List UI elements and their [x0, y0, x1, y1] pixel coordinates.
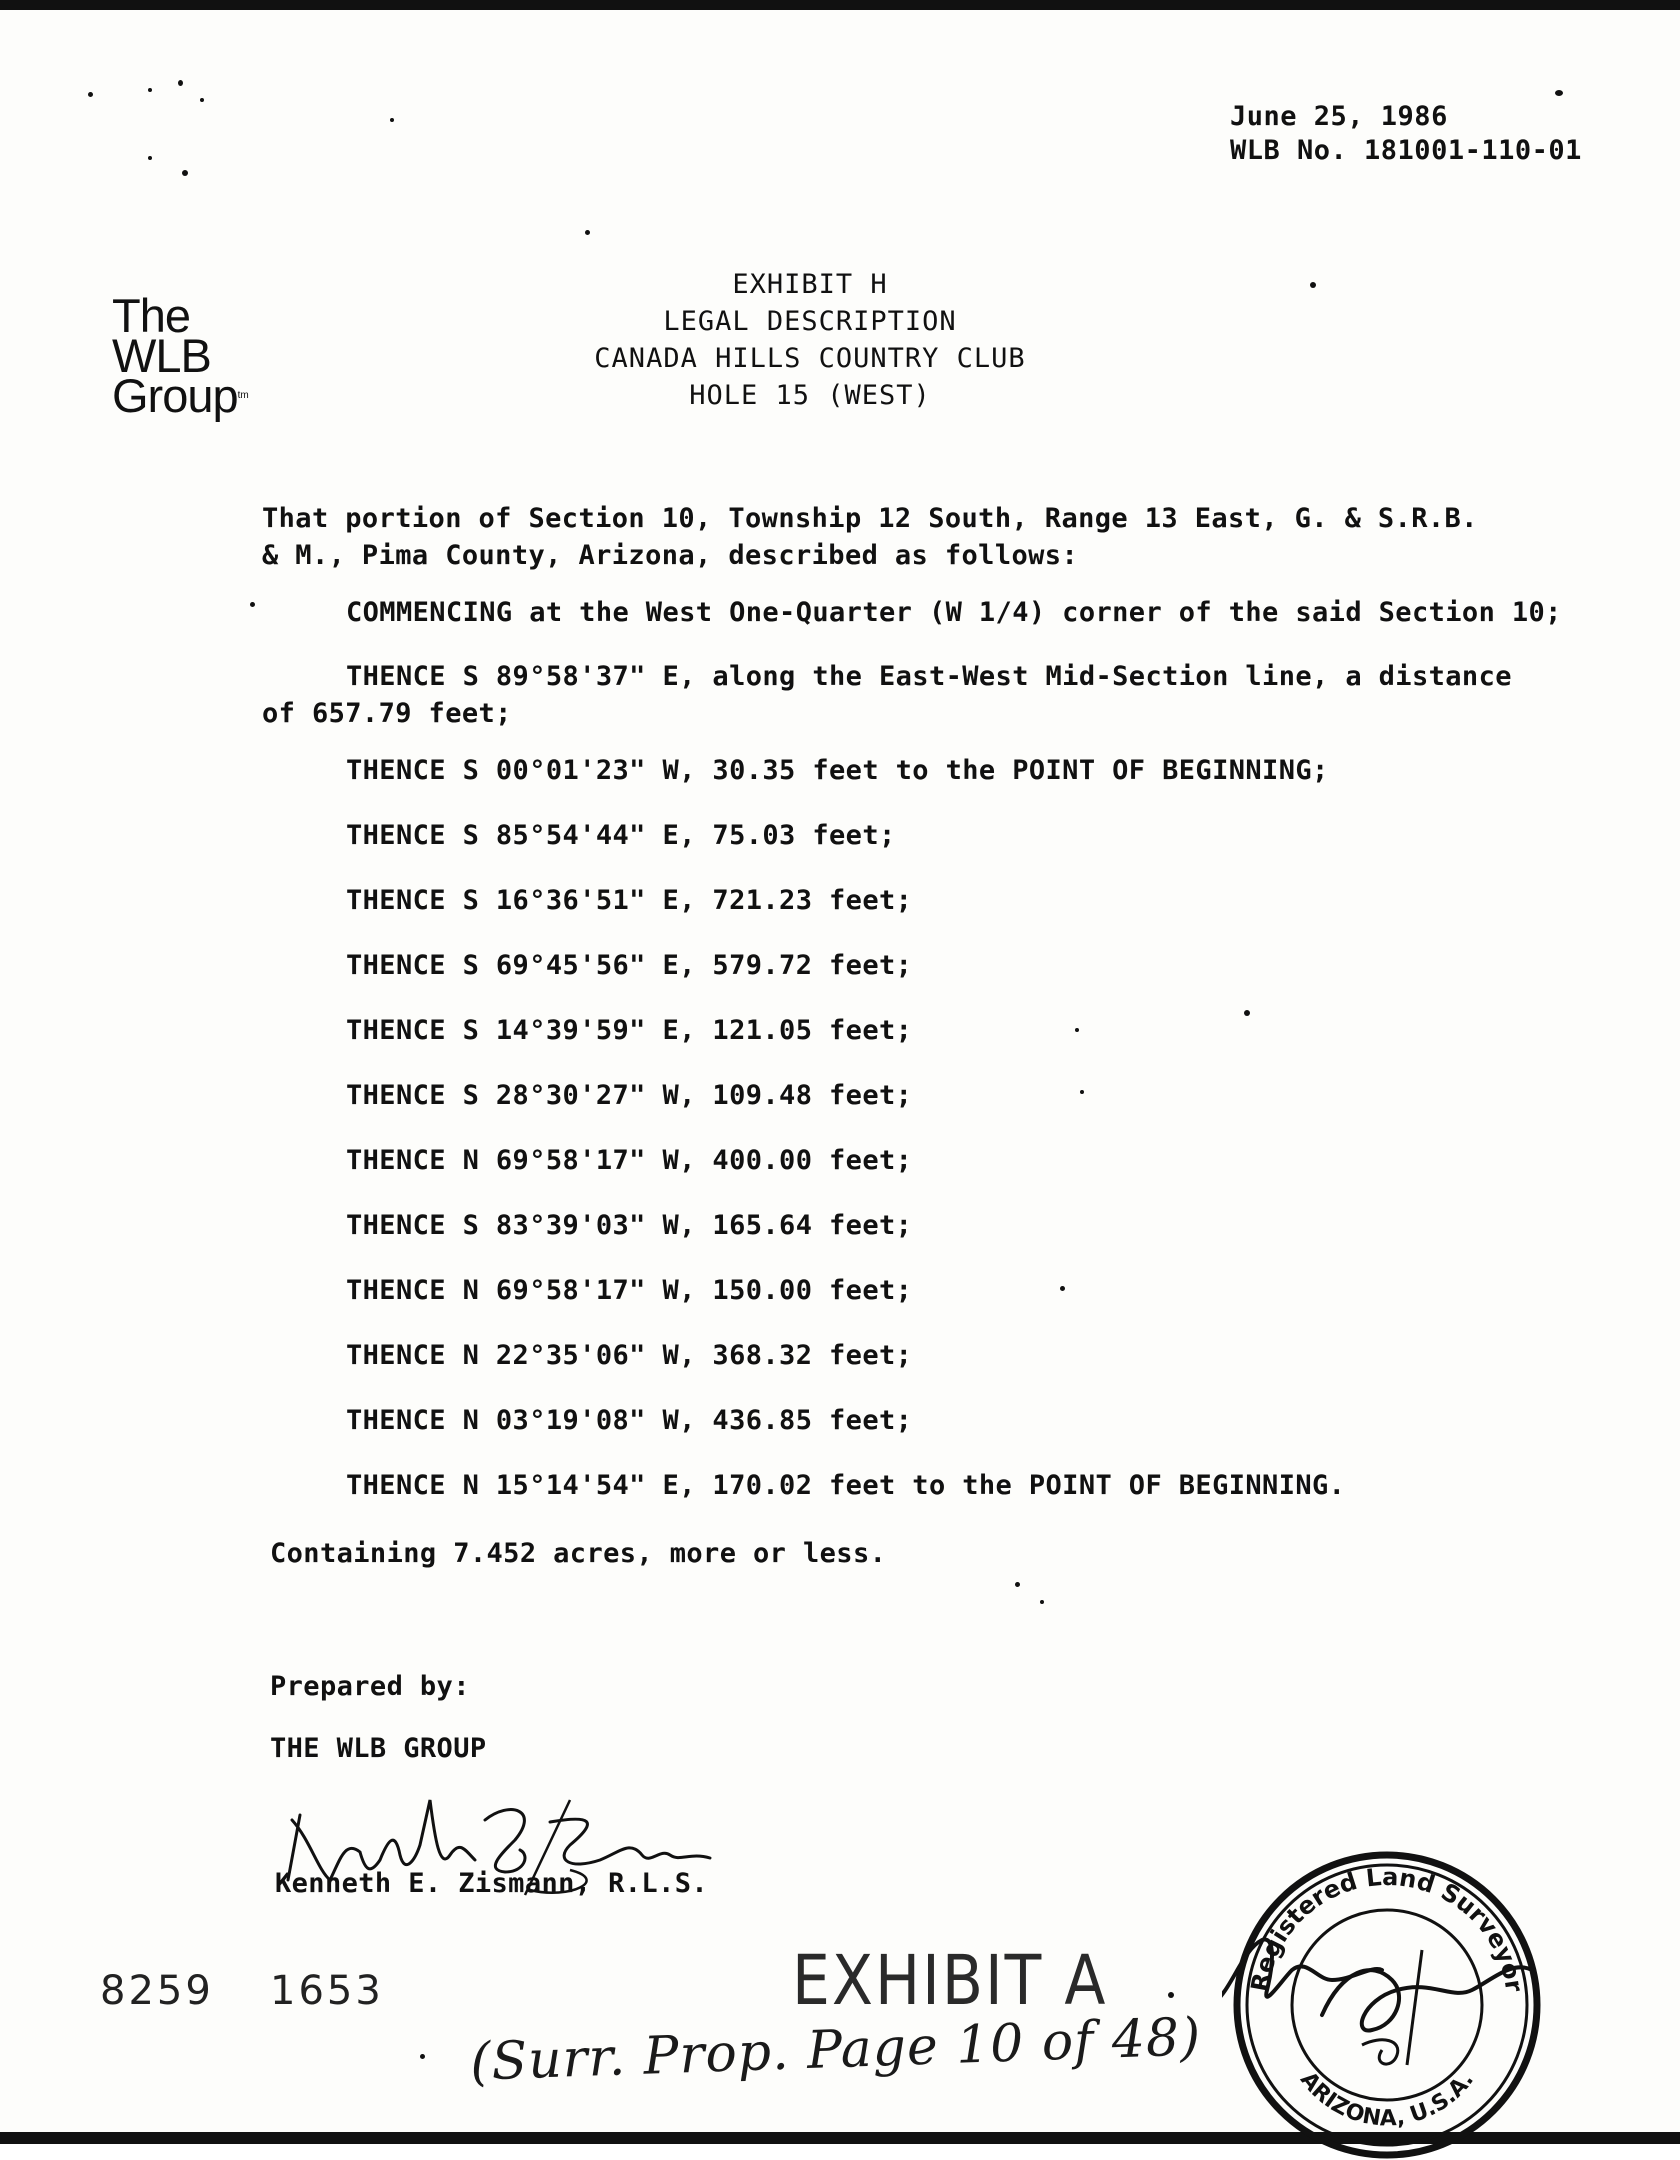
boundary-call: THENCE S 16°36'51" E, 721.23 feet; [346, 885, 913, 916]
boundary-call: THENCE S 00°01'23" W, 30.35 feet to the POINT OF BEGINNING; [346, 755, 1329, 786]
intro-line-1: That portion of Section 10, Township 12 South, Range 13 East, G. & S.R.B. [262, 503, 1478, 534]
first-thence-paragraph [262, 658, 1512, 732]
prepared-by-label: Prepared by: [270, 1671, 470, 1702]
header-reference [1230, 100, 1582, 168]
scan-edge-top [0, 0, 1680, 10]
boundary-call: THENCE N 69°58'17" W, 400.00 feet; [346, 1145, 913, 1176]
seal-ring-text: Registered Land Surveyor [1245, 1862, 1529, 1994]
preparer-firm: THE WLB GROUP [270, 1733, 487, 1764]
document-date: June 25, 1986 [1230, 101, 1448, 132]
title-line-1: EXHIBIT H [732, 269, 888, 300]
signer-name: Kenneth E. Zismann, R.L.S. [275, 1868, 709, 1899]
scan-speck [250, 602, 255, 607]
wlb-number: WLB No. 181001-110-01 [1230, 135, 1582, 166]
logo-line-3-text: Group [112, 369, 238, 422]
boundary-call: THENCE N 03°19'08" W, 436.85 feet; [346, 1405, 913, 1436]
boundary-call: THENCE N 69°58'17" W, 150.00 feet; [346, 1275, 913, 1306]
boundary-calls-list [346, 752, 1446, 1532]
exhibit-stamp: EXHIBIT A [792, 1940, 1108, 2022]
scan-speck [1310, 282, 1316, 288]
intro-paragraph [262, 500, 1512, 574]
logo-line-2: WLB [112, 329, 211, 382]
document-number-b: 1653 [270, 1968, 384, 2014]
scan-speck [420, 2054, 425, 2059]
scan-speck [1040, 1600, 1044, 1604]
scan-speck [148, 88, 152, 92]
scan-speck [1015, 1582, 1020, 1587]
boundary-call: THENCE S 69°45'56" E, 579.72 feet; [346, 950, 913, 981]
boundary-call: THENCE S 83°39'03" W, 165.64 feet; [346, 1210, 913, 1241]
boundary-call: THENCE N 15°14'54" E, 170.02 feet to the POINT OF BEGINNING. [346, 1470, 1346, 1501]
logo-trademark: tm [237, 390, 249, 401]
scan-speck [88, 92, 93, 97]
boundary-call: THENCE S 14°39'59" E, 121.05 feet; [346, 1015, 913, 1046]
scan-speck [1555, 90, 1563, 96]
scan-speck [200, 98, 204, 102]
logo-line-1: The [112, 289, 190, 342]
logo-line-3 [112, 369, 249, 422]
scan-speck [1168, 1992, 1174, 1998]
first-thence-line-2: of 657.79 feet; [262, 698, 512, 729]
seal-state-text: ARIZONA, U.S.A. [1295, 2067, 1479, 2132]
title-line-2: LEGAL DESCRIPTION [663, 306, 957, 337]
scan-speck [585, 230, 590, 235]
boundary-call: THENCE S 28°30'27" W, 109.48 feet; [346, 1080, 913, 1111]
document-number-a: 8259 [100, 1968, 214, 2014]
title-line-3: CANADA HILLS COUNTRY CLUB [594, 343, 1026, 374]
scan-speck [390, 118, 394, 122]
surveyor-seal-stamp [1222, 1830, 1552, 2160]
first-thence-line-1: THENCE S 89°58'37" E, along the East-West Mid-Section line, a distance [346, 661, 1512, 692]
scan-speck [148, 156, 152, 160]
scan-speck [182, 170, 188, 176]
handwritten-page-note: (Surr. Prop. Page 10 of 48) [469, 2007, 1203, 2093]
boundary-call: THENCE S 85°54'44" E, 75.03 feet; [346, 820, 896, 851]
intro-line-2: & M., Pima County, Arizona, described as follows: [262, 540, 1079, 571]
wlb-group-logo [112, 289, 249, 422]
boundary-call: THENCE N 22°35'06" W, 368.32 feet; [346, 1340, 913, 1371]
title-line-4: HOLE 15 (WEST) [689, 380, 931, 411]
commencing-paragraph: COMMENCING at the West One-Quarter (W 1/4) corner of the said Section 10; [346, 597, 1562, 628]
acreage-statement: Containing 7.452 acres, more or less. [270, 1538, 887, 1569]
exhibit-title [560, 266, 1060, 414]
scan-speck [178, 80, 183, 86]
